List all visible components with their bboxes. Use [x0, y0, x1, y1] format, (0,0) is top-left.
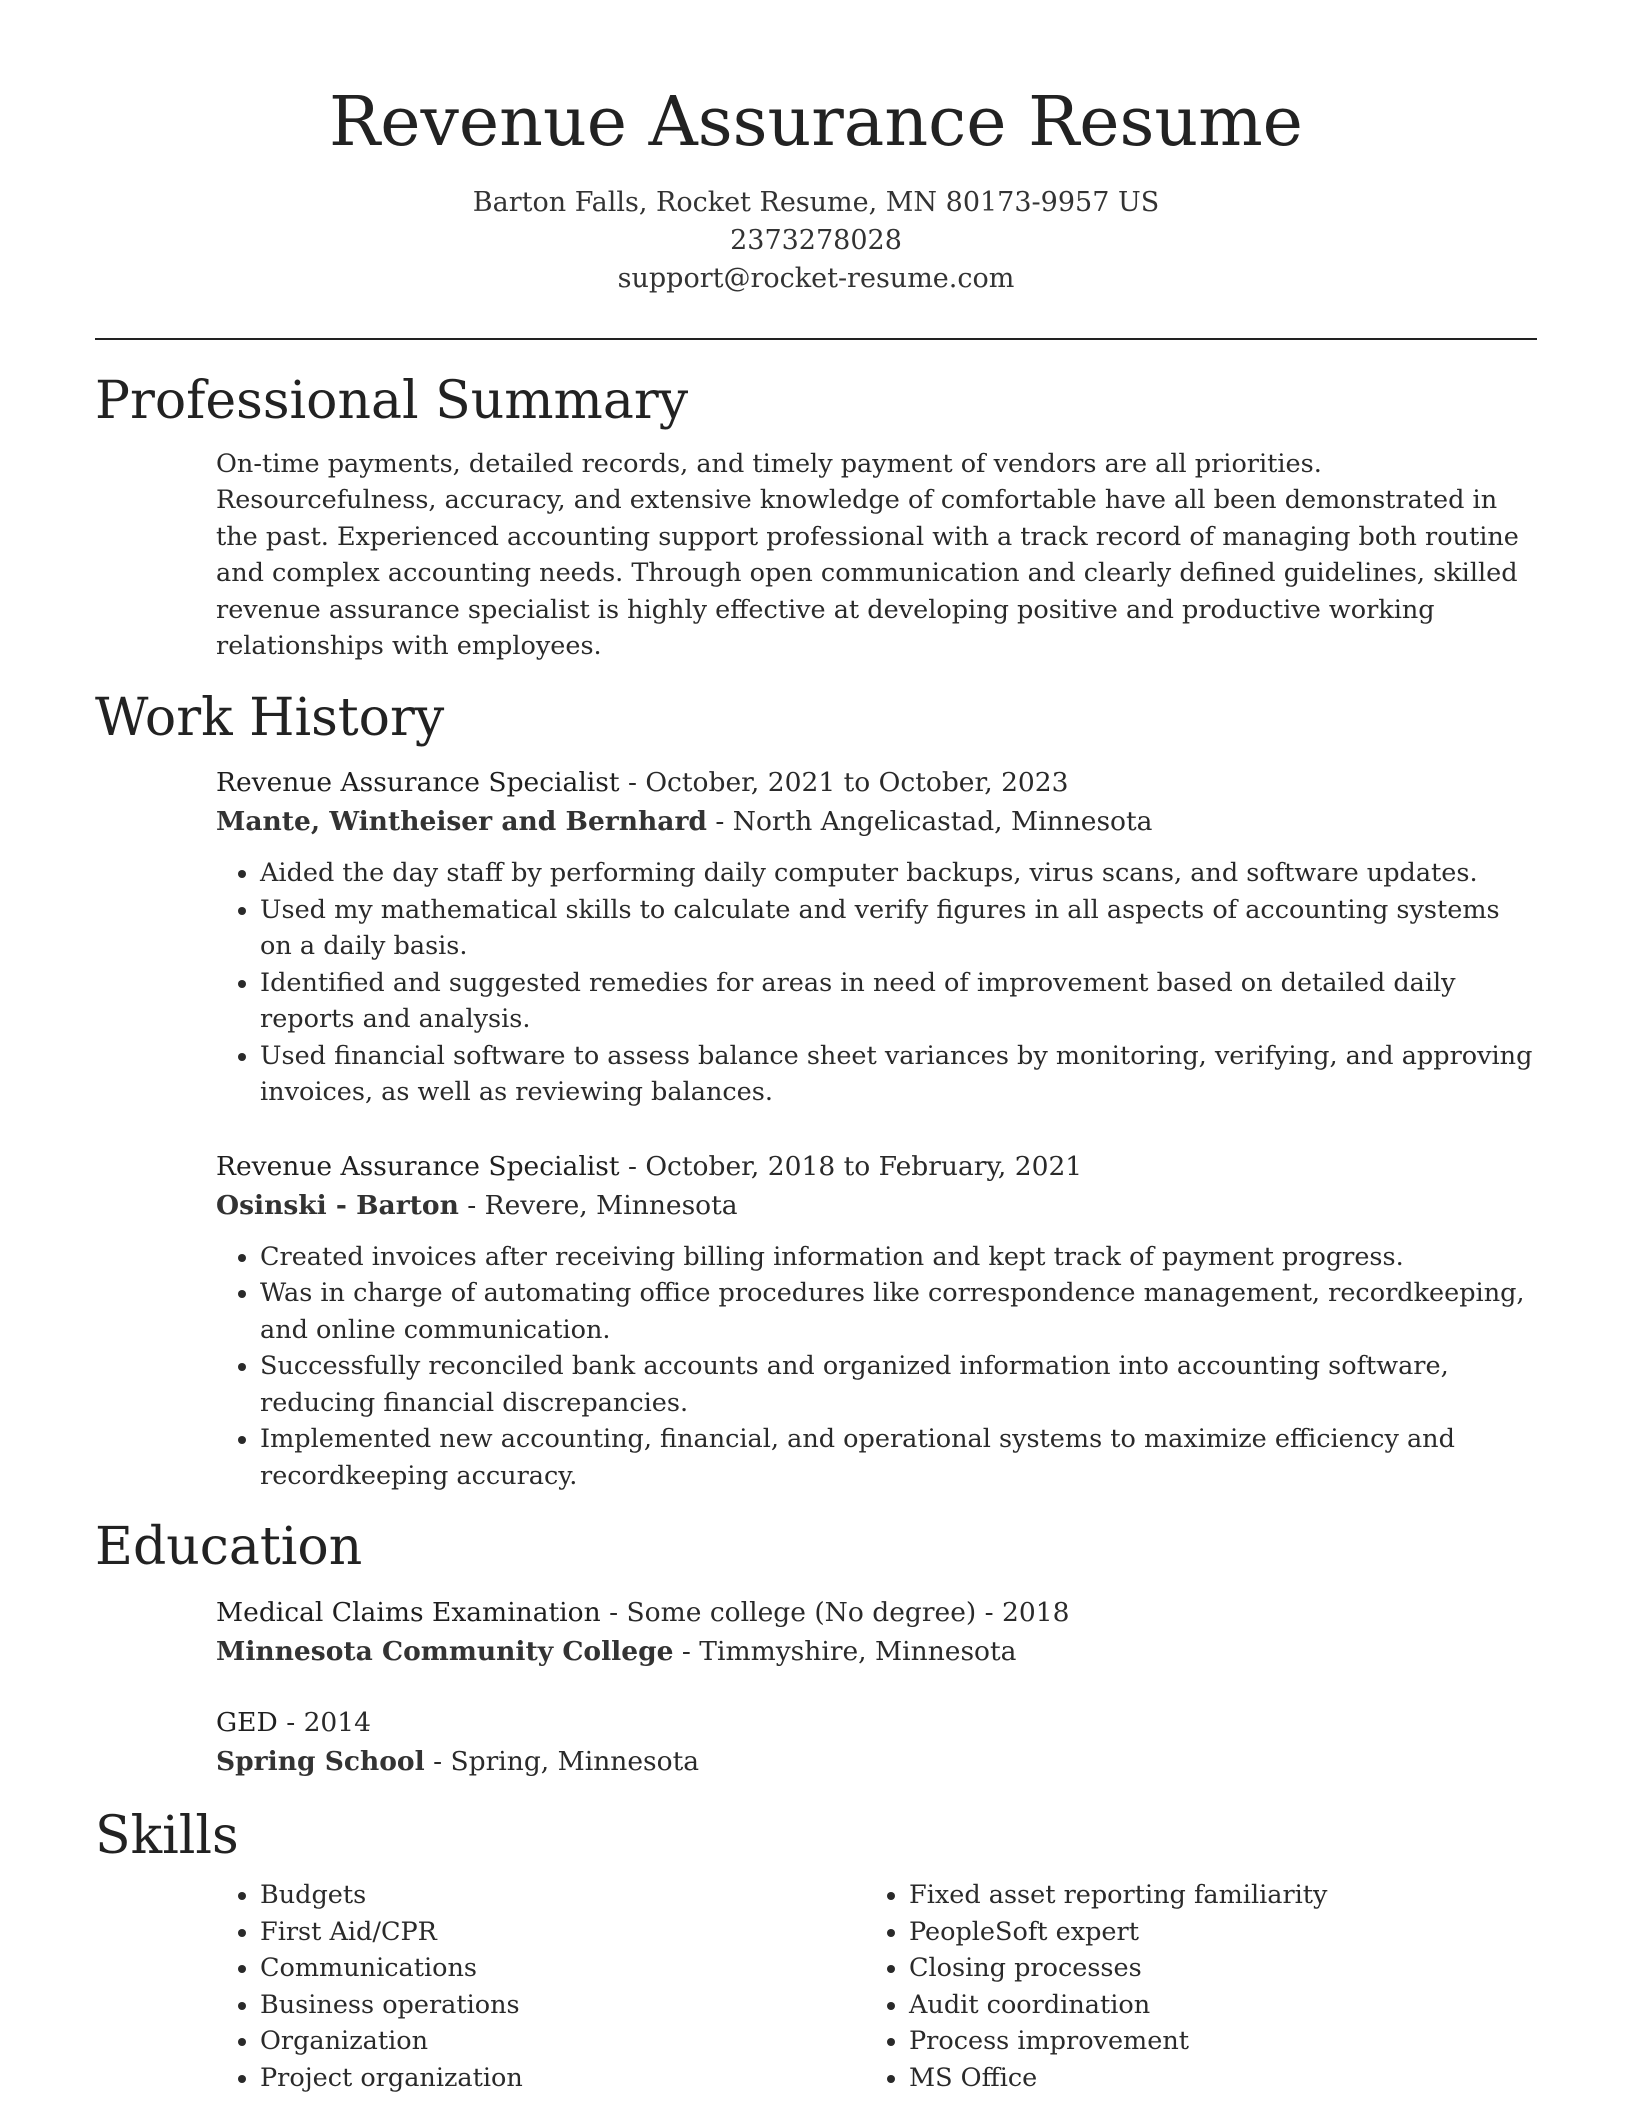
job-bullet: • Was in charge of automating office procedures like correspondence management, recordkeeping, and online communication. — [260, 1275, 1537, 1348]
skill-item: • Audit coordination — [909, 1987, 1327, 2024]
summary-section — [0, 370, 1632, 665]
summary-heading: Professional Summary — [95, 370, 689, 431]
education-location: - Timmyshire, Minnesota — [673, 1635, 1017, 1667]
skill-item: • Communications — [260, 1950, 865, 1987]
skills-columns — [216, 1877, 1537, 2096]
job-title: Revenue Assurance Specialist — [216, 767, 620, 799]
contact-phone: 2373278028 — [730, 224, 902, 256]
education-location: - Spring, Minnesota — [424, 1745, 700, 1777]
job-bullet: • Implemented new accounting, financial, and operational systems to maximize efficiency and recordkeeping accuracy. — [260, 1421, 1537, 1494]
job-bullet: • Successfully reconciled bank accounts and organized information into accounting software, reducing financial discrepancies. — [260, 1348, 1537, 1421]
work-history-heading: Work History — [95, 687, 445, 748]
skills-heading: Skills — [95, 1805, 239, 1866]
skills-list-left — [216, 1877, 865, 2096]
skills-list-right — [865, 1877, 1327, 2096]
education-school: Minnesota Community College — [216, 1635, 674, 1667]
job-company: Mante, Wintheiser and Bernhard — [216, 806, 707, 838]
job-location: - North Angelicastad, Minnesota — [706, 806, 1153, 838]
job-bullet: • Identified and suggested remedies for areas in need of improvement based on detailed daily reports and analysis. — [260, 965, 1537, 1038]
skill-item: • Business operations — [260, 1987, 865, 2024]
education-list — [216, 1593, 1537, 1781]
skill-item: • Budgets — [260, 1877, 865, 1914]
skills-section — [0, 1805, 1632, 2096]
education-degree: Medical Claims Examination — [216, 1596, 601, 1628]
skill-item: • Fixed asset reporting familiarity — [909, 1877, 1327, 1914]
job-company-line — [216, 1186, 1537, 1225]
job-dates: - October, 2021 to October, 2023 — [619, 767, 1069, 799]
contact-email: support@rocket-resume.com — [617, 262, 1015, 294]
education-degree-line — [216, 1703, 1537, 1742]
job-title-line — [216, 763, 1537, 802]
education-entry — [216, 1593, 1537, 1671]
education-school-line — [216, 1742, 1537, 1781]
skill-item: • Process improvement — [909, 2023, 1327, 2060]
job-bullet: • Aided the day staff by performing daily computer backups, virus scans, and software updates. — [260, 855, 1537, 892]
work-history-section — [0, 687, 1632, 1494]
job-company: Osinski - Barton — [216, 1189, 459, 1221]
education-school: Spring School — [216, 1745, 425, 1777]
skill-item: • First Aid/CPR — [260, 1914, 865, 1951]
skill-item: • Project organization — [260, 2060, 865, 2097]
skill-item: • MS Office — [909, 2060, 1327, 2097]
job-entry — [216, 1147, 1537, 1495]
skill-item: • Organization — [260, 2023, 865, 2060]
resume-header — [0, 0, 1632, 298]
job-location: - Revere, Minnesota — [458, 1189, 738, 1221]
job-dates: - October, 2018 to February, 2021 — [619, 1150, 1083, 1182]
job-entry — [216, 763, 1537, 1111]
summary-text: On-time payments, detailed records, and timely payment of vendors are all priorities. Resourcefulness, accuracy, and extensive knowledge of comfortable have all been demonstrated in the past. Experienced accounting support professional with a track record of managing both routine and complex accounting needs. Through open communication and clearly defined guidelines, skilled revenue assurance specialist is highly effective at developing positive and productive working relationships with employees. — [216, 448, 1519, 662]
skill-item: • Closing processes — [909, 1950, 1327, 1987]
education-degree-line — [216, 1593, 1537, 1632]
work-history-list — [216, 763, 1537, 1494]
resume-title: Revenue Assurance Resume — [329, 83, 1303, 162]
education-detail: - Some college (No degree) - 2018 — [600, 1596, 1070, 1628]
job-bullet: • Used financial software to assess balance sheet variances by monitoring, verifying, and approving invoices, as well as reviewing balances. — [260, 1038, 1537, 1111]
education-school-line — [216, 1632, 1537, 1671]
skill-item: • PeopleSoft expert — [909, 1914, 1327, 1951]
job-bullet: • Created invoices after receiving billing information and kept track of payment progress. — [260, 1239, 1537, 1276]
header-divider — [95, 338, 1537, 340]
job-bullet: • Used my mathematical skills to calculate and verify figures in all aspects of accounting systems on a daily basis. — [260, 892, 1537, 965]
job-title-line — [216, 1147, 1537, 1186]
education-degree: GED — [216, 1706, 278, 1738]
job-bullets — [216, 1239, 1537, 1495]
education-detail: - 2014 — [277, 1706, 372, 1738]
education-entry — [216, 1703, 1537, 1781]
job-bullets — [216, 855, 1537, 1111]
contact-block — [0, 184, 1632, 298]
education-section — [0, 1516, 1632, 1780]
job-title: Revenue Assurance Specialist — [216, 1150, 620, 1182]
contact-address: Barton Falls, Rocket Resume, MN 80173-9957 US — [472, 186, 1160, 218]
job-company-line — [216, 802, 1537, 841]
education-heading: Education — [95, 1517, 363, 1578]
